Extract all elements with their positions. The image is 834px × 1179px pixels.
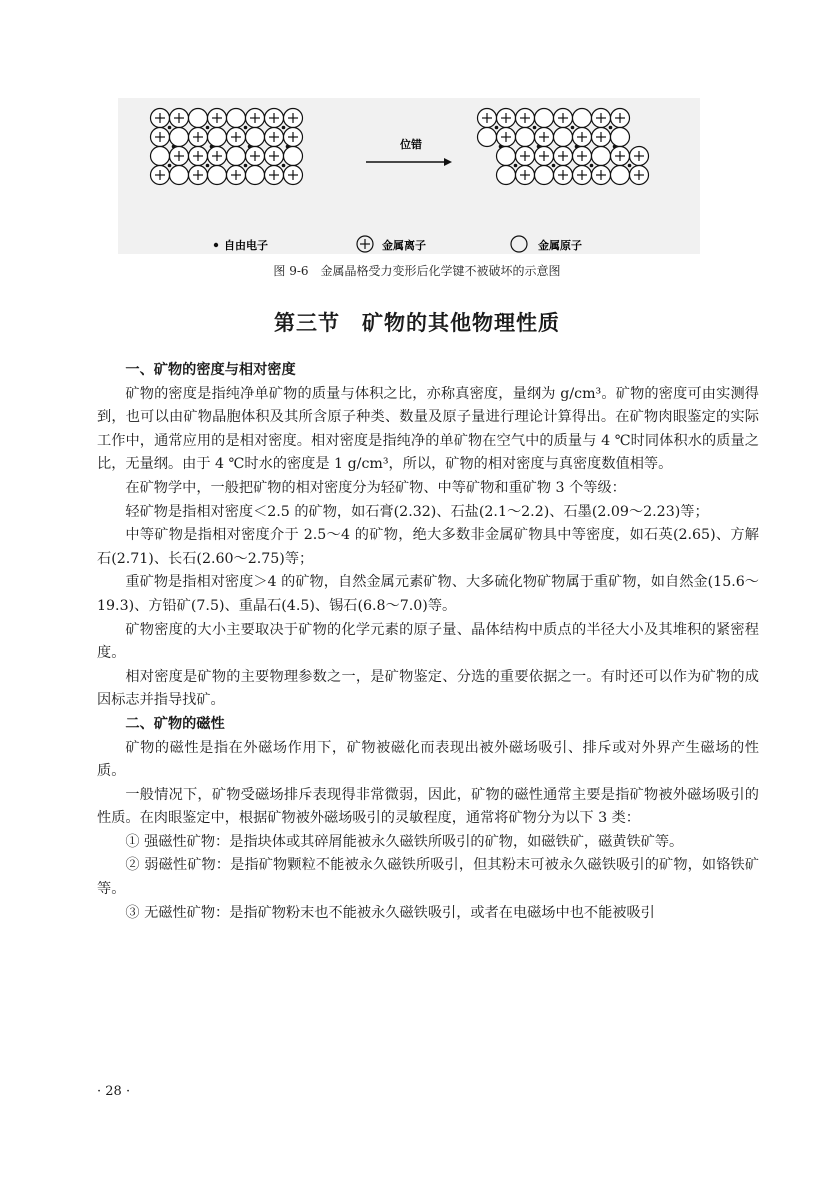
arrow-label: 位错: [400, 138, 422, 151]
lattice-before-dislocation: [151, 109, 303, 185]
metal-atom-icon: [189, 109, 208, 128]
metal-atom-icon: [611, 166, 630, 185]
metal-atom-icon: [151, 147, 170, 166]
legend-metal-ion: [357, 236, 426, 252]
paragraph: 轻矿物是指相对密度＜2.5 的矿物，如石膏(2.32)、石盐(2.1～2.2)、石墨(2.09～2.23)等；: [125, 503, 709, 520]
legend-free-electron: [214, 238, 268, 252]
metal-atom-icon: [208, 166, 227, 185]
free-electron-icon: [552, 164, 556, 168]
metal-atom-icon: [246, 128, 265, 147]
paragraph: 矿物密度的大小主要取决于矿物的化学元素的原子量、晶体结构中质点的半径大小及其堆积的紧密程度。: [97, 621, 759, 662]
heading-magnetism: 二、矿物的磁性: [125, 715, 225, 732]
lattice-figure: [118, 98, 700, 254]
paragraph: 在矿物学中，一般把矿物的相对密度分为轻矿物、中等矿物和重矿物 3 个等级：: [125, 479, 626, 496]
metal-atom-icon: [535, 109, 554, 128]
lattice-after-dislocation: [478, 109, 649, 185]
paragraph: 重矿物是指相对密度＞4 的矿物，自然金属元素矿物、大多硫化物矿物属于重矿物，如自然金(15.6～19.3)、方铅矿(7.5)、重晶石(4.5)、锡石(6.8～7.0)等。: [97, 574, 759, 614]
free-electron-icon: [168, 164, 172, 168]
legend-label: 自由电子: [224, 239, 268, 252]
metal-ion-icon: [357, 236, 373, 252]
figure-caption: 图 9-6 金属晶格受力变形后化学键不被破坏的示意图: [273, 264, 561, 278]
paragraph: ① 强磁性矿物：是指块体或其碎屑能被永久磁铁所吸引的矿物，如磁铁矿，磁黄铁矿等。: [125, 833, 684, 850]
metal-atom-icon: [208, 128, 227, 147]
metal-atom-icon: [535, 166, 554, 185]
paragraph: 矿物的磁性是指在外磁场作用下，矿物被磁化而表现出被外磁场吸引、排斥或对外界产生磁场的性质。: [97, 739, 759, 780]
metal-atom-icon: [497, 166, 516, 185]
legend-label: 金属原子: [538, 239, 582, 252]
paragraph: 一般情况下，矿物受磁场排斥表现得非常微弱，因此，矿物的磁性通常主要是指矿物被外磁场吸引的性质。在肉眼鉴定中，根据矿物被外磁场吸引的灵敏程度，通常将矿物分为以下 3 类：: [97, 786, 759, 827]
paragraph: 中等矿物是指相对密度介于 2.5～4 的矿物，绝大多数非金属矿物具中等密度，如石英(2.65)、方解石(2.71)、长石(2.60～2.75)等；: [97, 527, 759, 567]
free-electron-icon: [282, 126, 286, 130]
free-electron-icon: [571, 126, 575, 130]
paragraph: ② 弱磁性矿物：是指矿物颗粒不能被永久磁铁所吸引，但其粉末可被永久磁铁吸引的矿物，如铬铁矿等。: [97, 857, 759, 898]
free-electron-icon: [206, 164, 210, 168]
metal-atom-icon: [573, 109, 592, 128]
metal-atom-icon: [511, 236, 527, 252]
metal-atom-icon: [554, 128, 573, 147]
free-electron-icon: [495, 126, 499, 130]
metal-atom-icon: [497, 147, 516, 166]
metal-atom-icon: [284, 147, 303, 166]
metal-atom-icon: [227, 109, 246, 128]
paragraph: 矿物的密度是指纯净单矿物的质量与体积之比，亦称真密度，量纲为 g/cm³。矿物的密度可由实测得到，也可以由矿物晶胞体积及其所含原子种类、数量及原子量进行理论计算得出。在矿物肉眼鉴定的实际工作中，通常应用的是相对密度。相对密度是指纯净的单矿物在空气中的质量与 4 ℃时同体积水的质量之比，无量纲。由于 4 ℃时水的密度是 1 g/cm³，所以，矿物的相对密度与真密度数值相等。: [97, 385, 759, 473]
metal-atom-icon: [592, 147, 611, 166]
metal-atom-icon: [478, 128, 497, 147]
paragraph: ③ 无磁性矿物：是指矿物粉末也不能被永久磁铁吸引，或者在电磁场中也不能被吸引: [125, 904, 655, 921]
free-electron-icon: [282, 164, 286, 168]
arrow-icon: [366, 158, 452, 166]
metal-atom-icon: [516, 128, 535, 147]
free-electron-icon: [206, 126, 210, 130]
free-electron-icon: [514, 164, 518, 168]
free-electron-icon: [168, 126, 172, 130]
heading-density: 一、矿物的密度与相对密度: [125, 362, 296, 378]
section-title: 第三节 矿物的其他物理性质: [274, 311, 560, 335]
metal-atom-icon: [170, 166, 189, 185]
metal-atom-icon: [170, 128, 189, 147]
lattice-diagram: [118, 98, 700, 254]
metal-atom-icon: [611, 128, 630, 147]
free-electron-icon: [533, 126, 537, 130]
metal-atom-icon: [246, 166, 265, 185]
legend-metal-atom: [511, 236, 582, 252]
free-electron-icon: [214, 243, 218, 247]
metal-atom-icon: [227, 147, 246, 166]
free-electron-icon: [609, 126, 613, 130]
free-electron-icon: [244, 164, 248, 168]
free-electron-icon: [628, 164, 632, 168]
free-electron-icon: [244, 126, 248, 130]
free-electron-icon: [590, 164, 594, 168]
body-text: [97, 359, 759, 925]
legend-label: 金属离子: [382, 239, 426, 252]
page-number: · 28 ·: [97, 1084, 131, 1099]
paragraph: 相对密度是矿物的主要物理参数之一，是矿物鉴定、分选的重要依据之一。有时还可以作为矿物的成因标志并指导找矿。: [97, 668, 759, 709]
